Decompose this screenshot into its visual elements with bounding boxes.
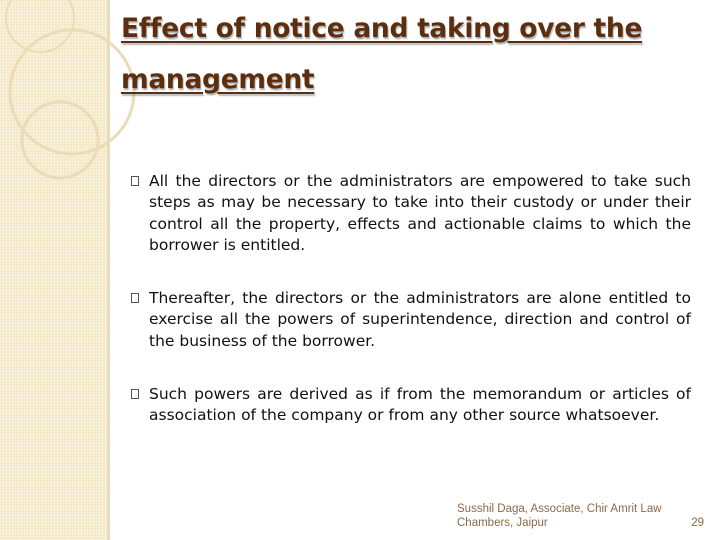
slide-footer: Susshil Daga, Associate, Chir Amrit Law Chambers, Jaipur	[457, 503, 662, 529]
square-bullet-icon	[131, 176, 139, 186]
decorative-circles	[0, 0, 140, 210]
bullet-text-1: All the directors or the administrators are empowered to take such steps as may be necessary to take into their custody or under their control all the property, effects and actionable claims to which the borrower is entitled.	[149, 172, 691, 254]
bullet-item-2	[131, 288, 691, 352]
decorative-circle-small	[6, 0, 74, 52]
decorative-circle-large	[10, 30, 134, 154]
bullet-item-1	[131, 171, 691, 256]
square-bullet-icon	[131, 293, 139, 303]
page-number: 29	[691, 517, 704, 529]
square-bullet-icon	[131, 389, 139, 399]
bullet-item-3	[131, 384, 691, 427]
bullet-list	[131, 171, 691, 459]
slide-title: Effect of notice and taking over the management	[121, 13, 643, 95]
bullet-text-3: Such powers are derived as if from the memorandum or articles of association of the company or from any other source whatsoever.	[149, 385, 691, 425]
bullet-text-2: Thereafter, the directors or the administrators are alone entitled to exercise all the powers of superintendence, direction and control of the business of the borrower.	[149, 289, 691, 350]
